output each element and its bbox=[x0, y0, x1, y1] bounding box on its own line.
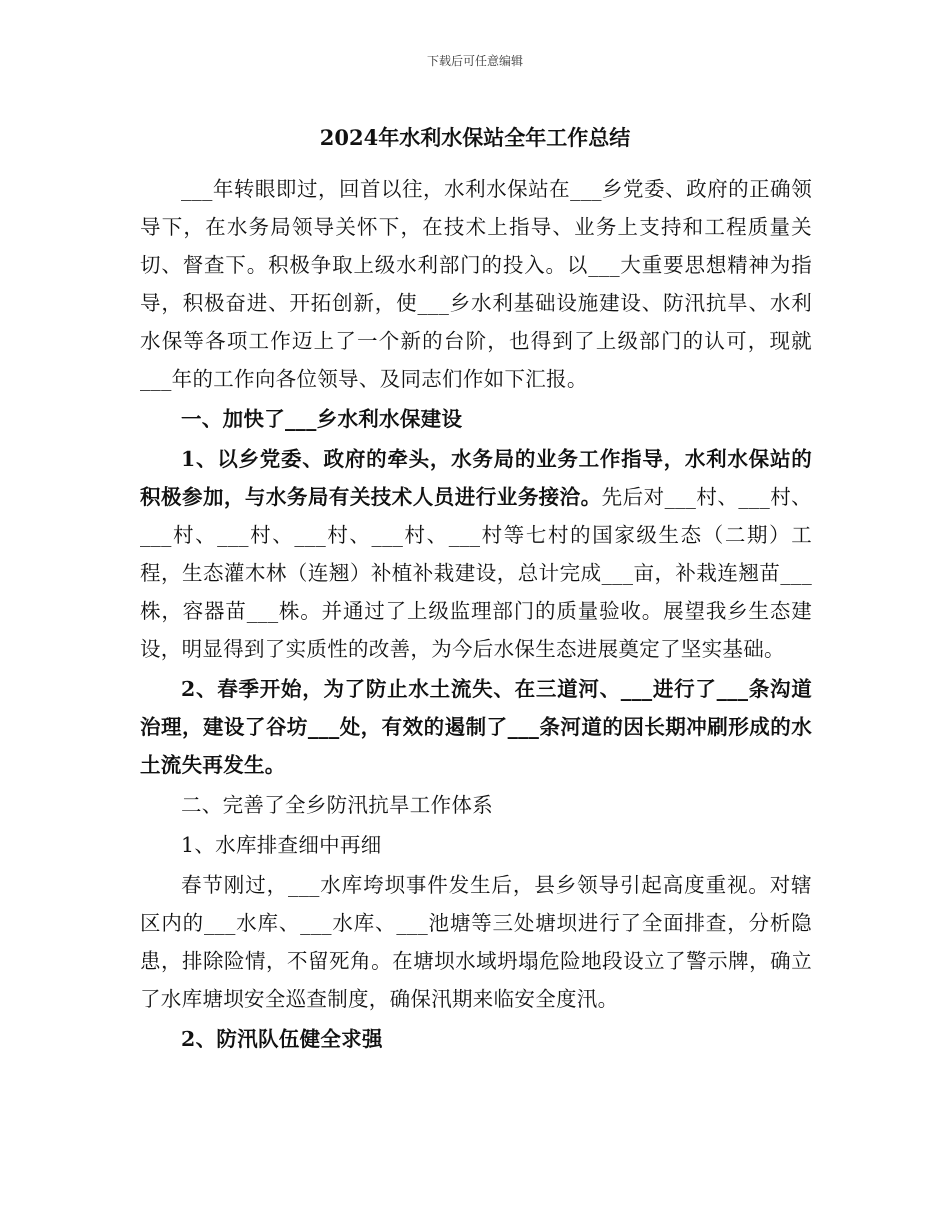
document-title: 2024年水利水保站全年工作总结 bbox=[319, 125, 631, 150]
item-1-paragraph bbox=[140, 440, 812, 668]
intro-paragraph: ___年转眼即过，回首以往，水利水保站在___乡党委、政府的正确领导下，在水务局领导关怀下，在技术上指导、业务上支持和工程质量关切、督查下。积极争取上级水利部门的投入。以___大重要思想精神为指导，积极奋进、开拓创新，使___乡水利基础设施建设、防汛抗旱、水利水保等各项工作迈上了一个新的台阶，也得到了上级部门的认可，现就___年的工作向各位领导、及同志们作如下汇报。 bbox=[140, 177, 812, 391]
item-1-bold-lead: 1、以乡党委、政府的牵头，水务局的业务工作指导，水利水保站的积极参加，与水务局有关技术人员进行业务接洽。 bbox=[140, 447, 812, 509]
document-body bbox=[140, 170, 812, 1060]
item-2-paragraph: 2、春季开始，为了防止水土流失、在三道河、___进行了___条沟道治理，建设了谷坊___处，有效的遏制了___条河道的因长期冲刷形成的水土流失再发生。 bbox=[140, 677, 812, 777]
subheading-reservoir-check: 1、水库排查细中再细 bbox=[181, 833, 382, 857]
header-note: 下载后可任意编辑 bbox=[426, 54, 523, 68]
subheading-flood-team: 2、防汛队伍健全求强 bbox=[181, 1027, 383, 1051]
reservoir-paragraph: 春节刚过，___水库垮坝事件发生后，县乡领导引起高度重视。对辖区内的___水库、___水库、___池塘等三处塘坝进行了全面排查，分析隐患，排除险情，不留死角。在塘坝水域坍塌危险地段设立了警示牌，确立了水库塘坝安全巡查制度，确保汛期来临安全度汛。 bbox=[140, 873, 812, 1011]
item-1-body: 先后对___村、___村、___村、___村、___村、___村、___村等七村的国家级生态（二期）工程，生态灌木林（连翘）补植补栽建设，总计完成___亩，补栽连翘苗___株，容器苗___株。并通过了上级监理部门的质量验收。展望我乡生态建设，明显得到了实质性的改善，为今后水保生态进展奠定了坚实基础。 bbox=[140, 485, 812, 661]
section-heading-1: 一、加快了___乡水利水保建设 bbox=[181, 407, 463, 431]
section-heading-2: 二、完善了全乡防汛抗旱工作体系 bbox=[181, 793, 493, 817]
